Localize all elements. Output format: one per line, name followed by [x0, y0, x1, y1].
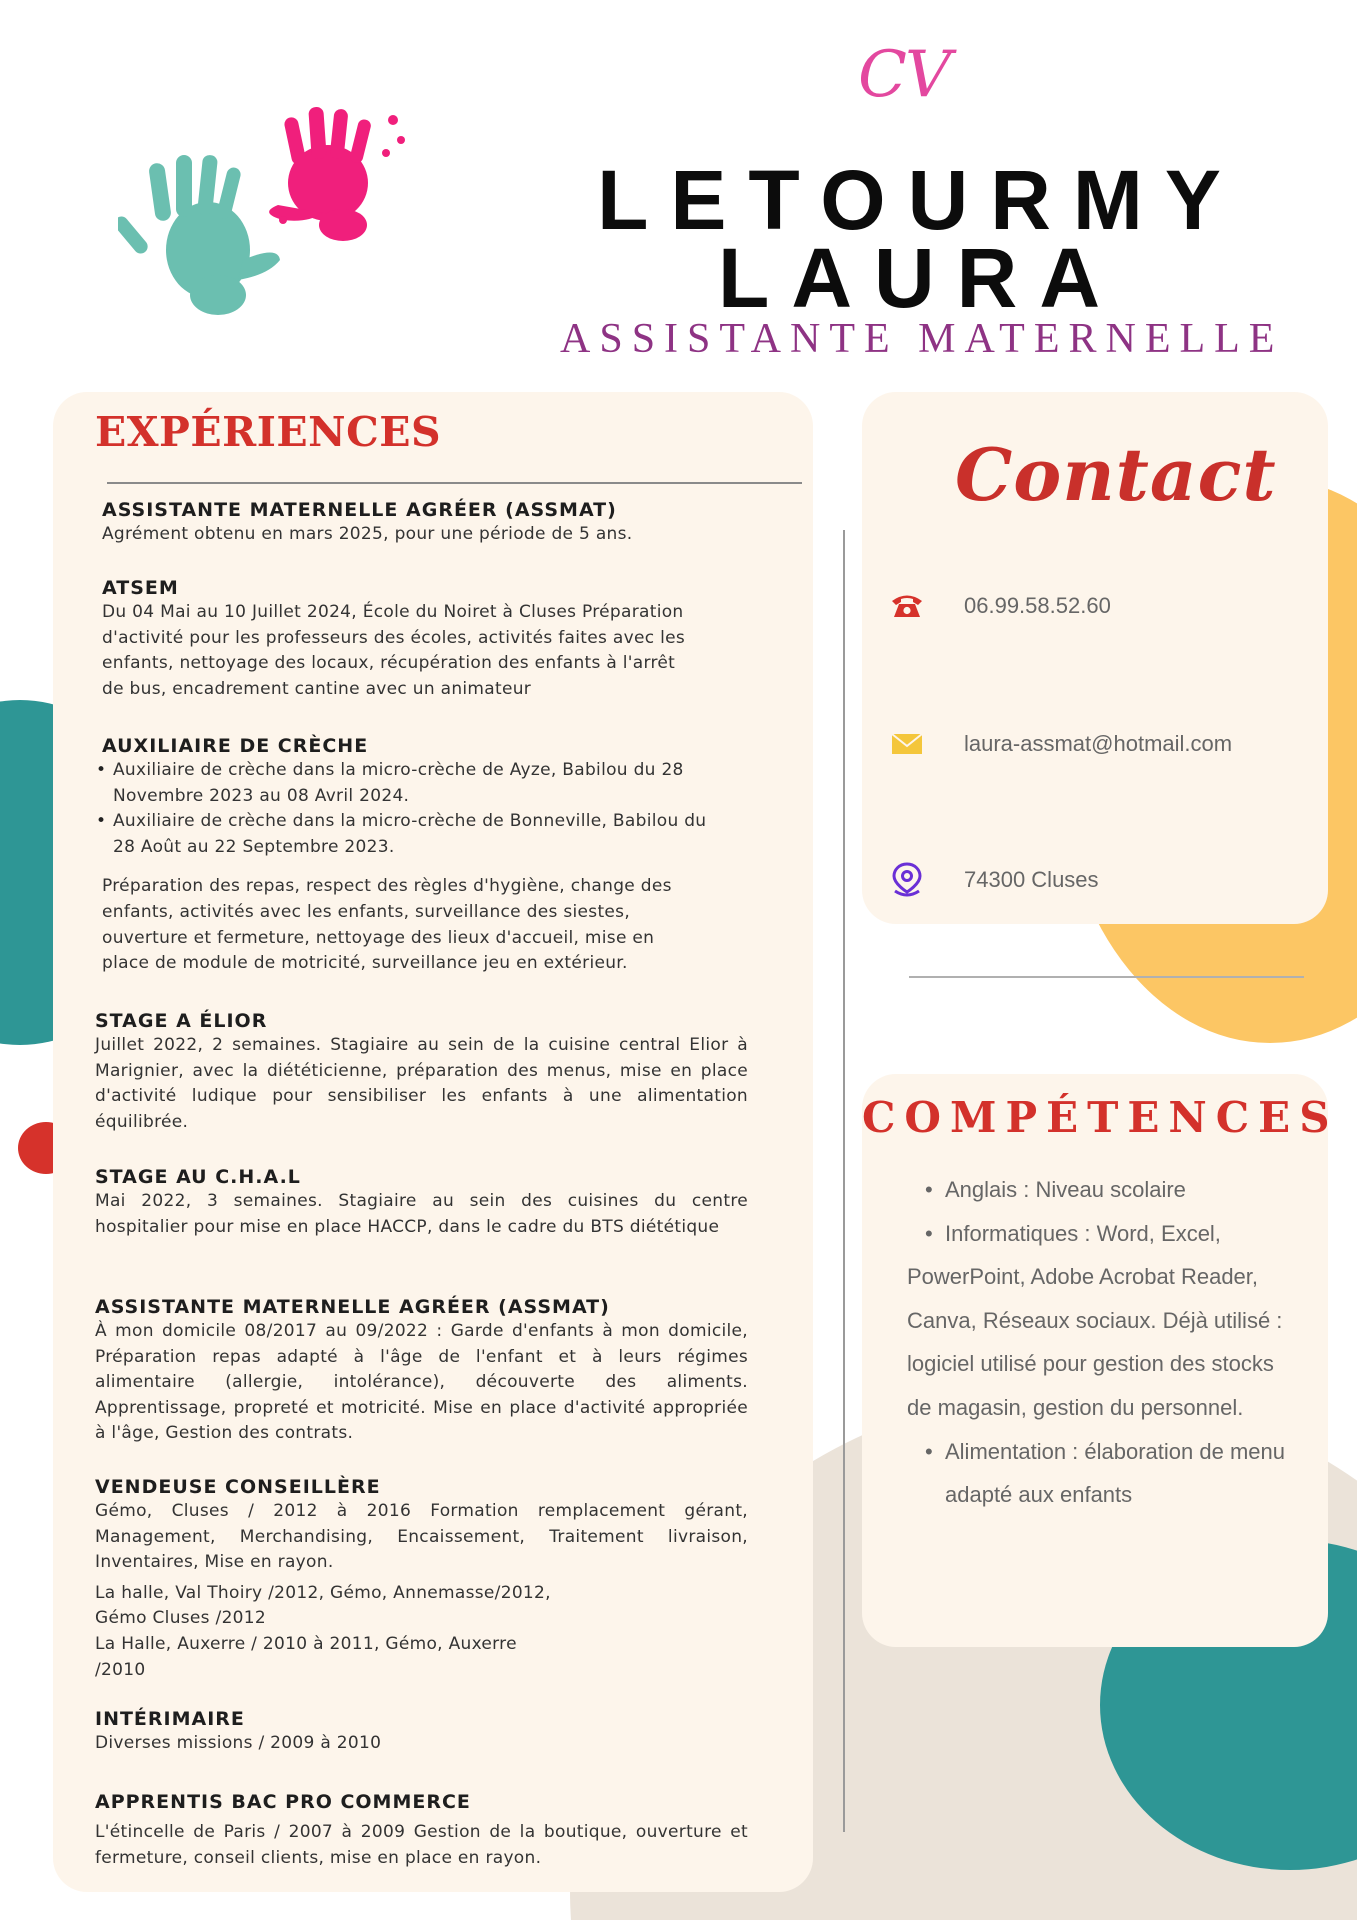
experience-line: Préparation des repas, respect des règles d'hygiène, change des	[102, 876, 672, 897]
experience-description: L'étincelle de Paris / 2007 à 2009 Gestion de la boutique, ouverture et fermeture, conseil clients, mise en place en rayon.	[95, 1822, 748, 1868]
experience-title: ASSISTANTE MATERNELLE AGRÉER (ASSMAT)	[95, 1296, 610, 1318]
skill-item-continued: adapté aux enfants	[945, 1482, 1133, 1508]
first-name: LAURA	[718, 231, 1122, 325]
experience-item	[95, 1475, 748, 1683]
contact-heading: Contact	[955, 432, 1277, 517]
contact-location	[884, 860, 1314, 900]
experience-bullet: • Auxiliaire de crèche dans la micro-crèche de Ayze, Babilou du 28 Novembre 2023 au 08 Avril 2024.	[102, 758, 712, 809]
experience-item	[102, 576, 742, 702]
cv-monogram: CV	[858, 38, 950, 112]
section-divider	[909, 976, 1304, 978]
location-pin-icon	[884, 863, 930, 897]
skills-list	[907, 1168, 1312, 1517]
email-icon	[884, 727, 930, 761]
experience-title: ASSISTANTE MATERNELLE AGRÉER (ASSMAT)	[102, 499, 617, 521]
phone-number[interactable]: 06.99.58.52.60	[964, 593, 1111, 618]
skill-item: • Informatiques : Word, Excel,	[907, 1212, 1312, 1256]
experience-line: Agrément obtenu en mars 2025, pour une période de 5 ans.	[102, 524, 633, 544]
experience-item	[95, 1009, 748, 1135]
experience-title: APPRENTIS BAC PRO COMMERCE	[95, 1791, 471, 1813]
experiences-heading: EXPÉRIENCES	[95, 408, 442, 456]
experience-item	[95, 1790, 748, 1871]
experience-line: place de module de motricité, surveillance jeu en extérieur.	[102, 953, 628, 974]
experience-line: /2010	[95, 1659, 146, 1680]
contact-phone[interactable]	[884, 586, 1314, 626]
skill-item: • Anglais : Niveau scolaire	[907, 1168, 1312, 1212]
experience-title: AUXILIAIRE DE CRÈCHE	[102, 735, 369, 757]
experience-line: ouverture et fermeture, nettoyage des lieux d'accueil, mise en	[102, 927, 655, 948]
experience-title: INTÉRIMAIRE	[95, 1708, 245, 1730]
job-title: ASSISTANTE MATERNELLE	[560, 316, 1284, 362]
surname: LETOURMY	[597, 153, 1243, 247]
experience-title: ATSEM	[102, 577, 179, 599]
location-text: 74300 Cluses	[964, 867, 1099, 892]
pink-handprint-icon	[269, 107, 405, 241]
skill-item-continued: Canva, Réseaux sociaux. Déjà utilisé :	[907, 1307, 1283, 1333]
experience-description: Mai 2022, 3 semaines. Stagiaire au sein des cuisines du centre hospitalier pour mise en place HACCP, dans le cadre du BTS diététique	[95, 1191, 748, 1237]
skill-item-continued: de magasin, gestion du personnel.	[907, 1394, 1244, 1420]
experience-line: La Halle, Auxerre / 2010 à 2011, Gémo, Auxerre	[95, 1633, 517, 1654]
experience-item	[95, 1707, 748, 1757]
experience-line: Gémo Cluses /2012	[95, 1608, 267, 1629]
experience-description: Gémo, Cluses / 2012 à 2016 Formation remplacement gérant, Management, Merchandising, Encaissement, Traitement livraison, Inventaires, Mise en rayon.	[95, 1501, 748, 1573]
experience-line: enfants, nettoyage des locaux, récupération des enfants à l'arrêt	[102, 653, 676, 674]
experience-title: STAGE AU C.H.A.L	[95, 1166, 301, 1188]
experience-line: Du 04 Mai au 10 Juillet 2024, École du Noiret à Cluses Préparation	[102, 602, 684, 622]
skill-item: • Alimentation : élaboration de menu	[907, 1430, 1312, 1474]
experience-item	[95, 1295, 748, 1447]
experience-line: d'activité pour les professeurs des écoles, activités faites avec les	[102, 627, 686, 648]
skill-item-continued: logiciel utilisé pour gestion des stocks	[907, 1351, 1274, 1377]
experience-line: enfants, activités avec les enfants, surveillance des siestes,	[102, 901, 631, 922]
experience-item	[102, 498, 742, 548]
experience-bullet-list	[102, 758, 712, 860]
skills-heading: COMPÉTENCES	[862, 1093, 1339, 1142]
experiences-divider	[107, 482, 802, 484]
experience-line: de bus, encadrement cantine avec un animateur	[102, 678, 532, 699]
email-address[interactable]: laura-assmat@hotmail.com	[964, 731, 1233, 756]
teal-handprint-icon	[118, 154, 280, 315]
handprints-illustration	[118, 95, 418, 330]
phone-icon	[884, 589, 930, 623]
experience-title: STAGE A ÉLIOR	[95, 1010, 268, 1032]
experience-line: La halle, Val Thoiry /2012, Gémo, Annemasse/2012,	[95, 1582, 551, 1603]
experience-item	[102, 734, 712, 977]
experience-bullet: • Auxiliaire de crèche dans la micro-crèche de Bonneville, Babilou du 28 Août au 22 Septembre 2023.	[102, 809, 712, 860]
experience-item	[95, 1165, 748, 1240]
experience-description: À mon domicile 08/2017 au 09/2022 : Garde d'enfants à mon domicile, Préparation repas adapté à l'âge de l'enfant et à leurs régimes alimentaire (allergie, intolérance), découverte des aliments. Apprentissage, propreté et motricité. Mise en place d'activité appropriée à l'âge, Gestion des contrats.	[95, 1321, 748, 1444]
experience-description: Juillet 2022, 2 semaines. Stagiaire au sein de la cuisine central Elior à Marignier, avec la diététicienne, préparation des menus, mise en place d'activité ludique pour sensibiliser les enfants à une alimentation équilibrée.	[95, 1035, 748, 1132]
experience-title: VENDEUSE CONSEILLÈRE	[95, 1476, 381, 1498]
column-divider	[843, 530, 845, 1832]
contact-email[interactable]	[884, 724, 1314, 764]
experience-line: Diverses missions / 2009 à 2010	[95, 1733, 382, 1753]
skill-item-continued: PowerPoint, Adobe Acrobat Reader,	[907, 1264, 1259, 1290]
